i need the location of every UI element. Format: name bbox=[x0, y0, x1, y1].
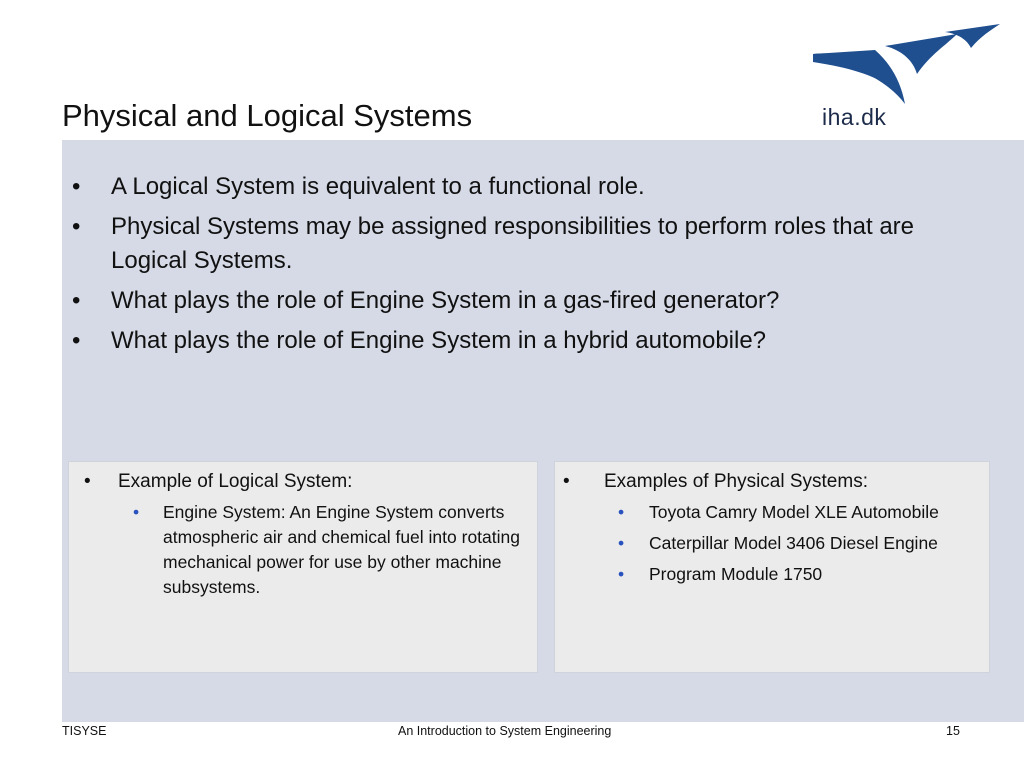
bullet-icon: • bbox=[84, 471, 91, 492]
logical-system-heading-text: Example of Logical System: bbox=[118, 471, 353, 492]
physical-system-item bbox=[555, 562, 959, 587]
footer-page-number: 15 bbox=[946, 724, 960, 738]
physical-system-item-text: Caterpillar Model 3406 Diesel Engine bbox=[649, 533, 938, 553]
main-bullet-text: Physical Systems may be assigned responsibilities to perform roles that are Logical Systems. bbox=[111, 213, 915, 274]
logo-text: iha.dk bbox=[822, 104, 887, 130]
main-bullet-item bbox=[62, 284, 992, 318]
physical-systems-heading bbox=[555, 470, 989, 494]
main-bullet-item bbox=[62, 210, 992, 278]
sub-bullet-icon: • bbox=[133, 502, 140, 522]
main-bullet-item bbox=[62, 324, 992, 358]
physical-systems-heading-text: Examples of Physical Systems: bbox=[604, 471, 868, 492]
sub-bullet-icon: • bbox=[618, 564, 625, 584]
logical-system-list bbox=[69, 500, 537, 600]
bullet-icon: • bbox=[72, 327, 81, 354]
sub-bullet-icon: • bbox=[618, 533, 625, 553]
physical-system-item bbox=[555, 500, 959, 525]
main-bullet-list bbox=[62, 170, 992, 364]
footer-course-code: TISYSE bbox=[62, 724, 107, 738]
main-bullet-item bbox=[62, 170, 992, 204]
physical-systems-list bbox=[555, 500, 989, 587]
bullet-icon: • bbox=[72, 213, 81, 240]
logical-system-heading bbox=[69, 470, 537, 494]
logical-system-box bbox=[68, 461, 538, 673]
bullet-icon: • bbox=[563, 471, 570, 492]
bullet-icon: • bbox=[72, 287, 81, 314]
slide-title: Physical and Logical Systems bbox=[62, 98, 473, 133]
sub-bullet-icon: • bbox=[618, 502, 625, 522]
main-bullet-text: What plays the role of Engine System in a gas-fired generator? bbox=[111, 287, 780, 314]
footer-course-title: An Introduction to System Engineering bbox=[398, 724, 612, 738]
main-bullet-text: A Logical System is equivalent to a functional role. bbox=[111, 173, 645, 200]
logical-system-item-text: Engine System: An Engine System converts atmospheric air and chemical fuel into rotating mechanical power for use by other machine subsystems. bbox=[163, 502, 520, 597]
physical-system-item-text: Program Module 1750 bbox=[649, 564, 823, 584]
physical-system-item-text: Toyota Camry Model XLE Automobile bbox=[649, 502, 939, 522]
physical-system-item bbox=[555, 531, 959, 556]
main-bullet-text: What plays the role of Engine System in a hybrid automobile? bbox=[111, 327, 767, 354]
physical-systems-box bbox=[554, 461, 990, 673]
logical-system-item bbox=[69, 500, 533, 600]
bullet-icon: • bbox=[72, 173, 81, 200]
